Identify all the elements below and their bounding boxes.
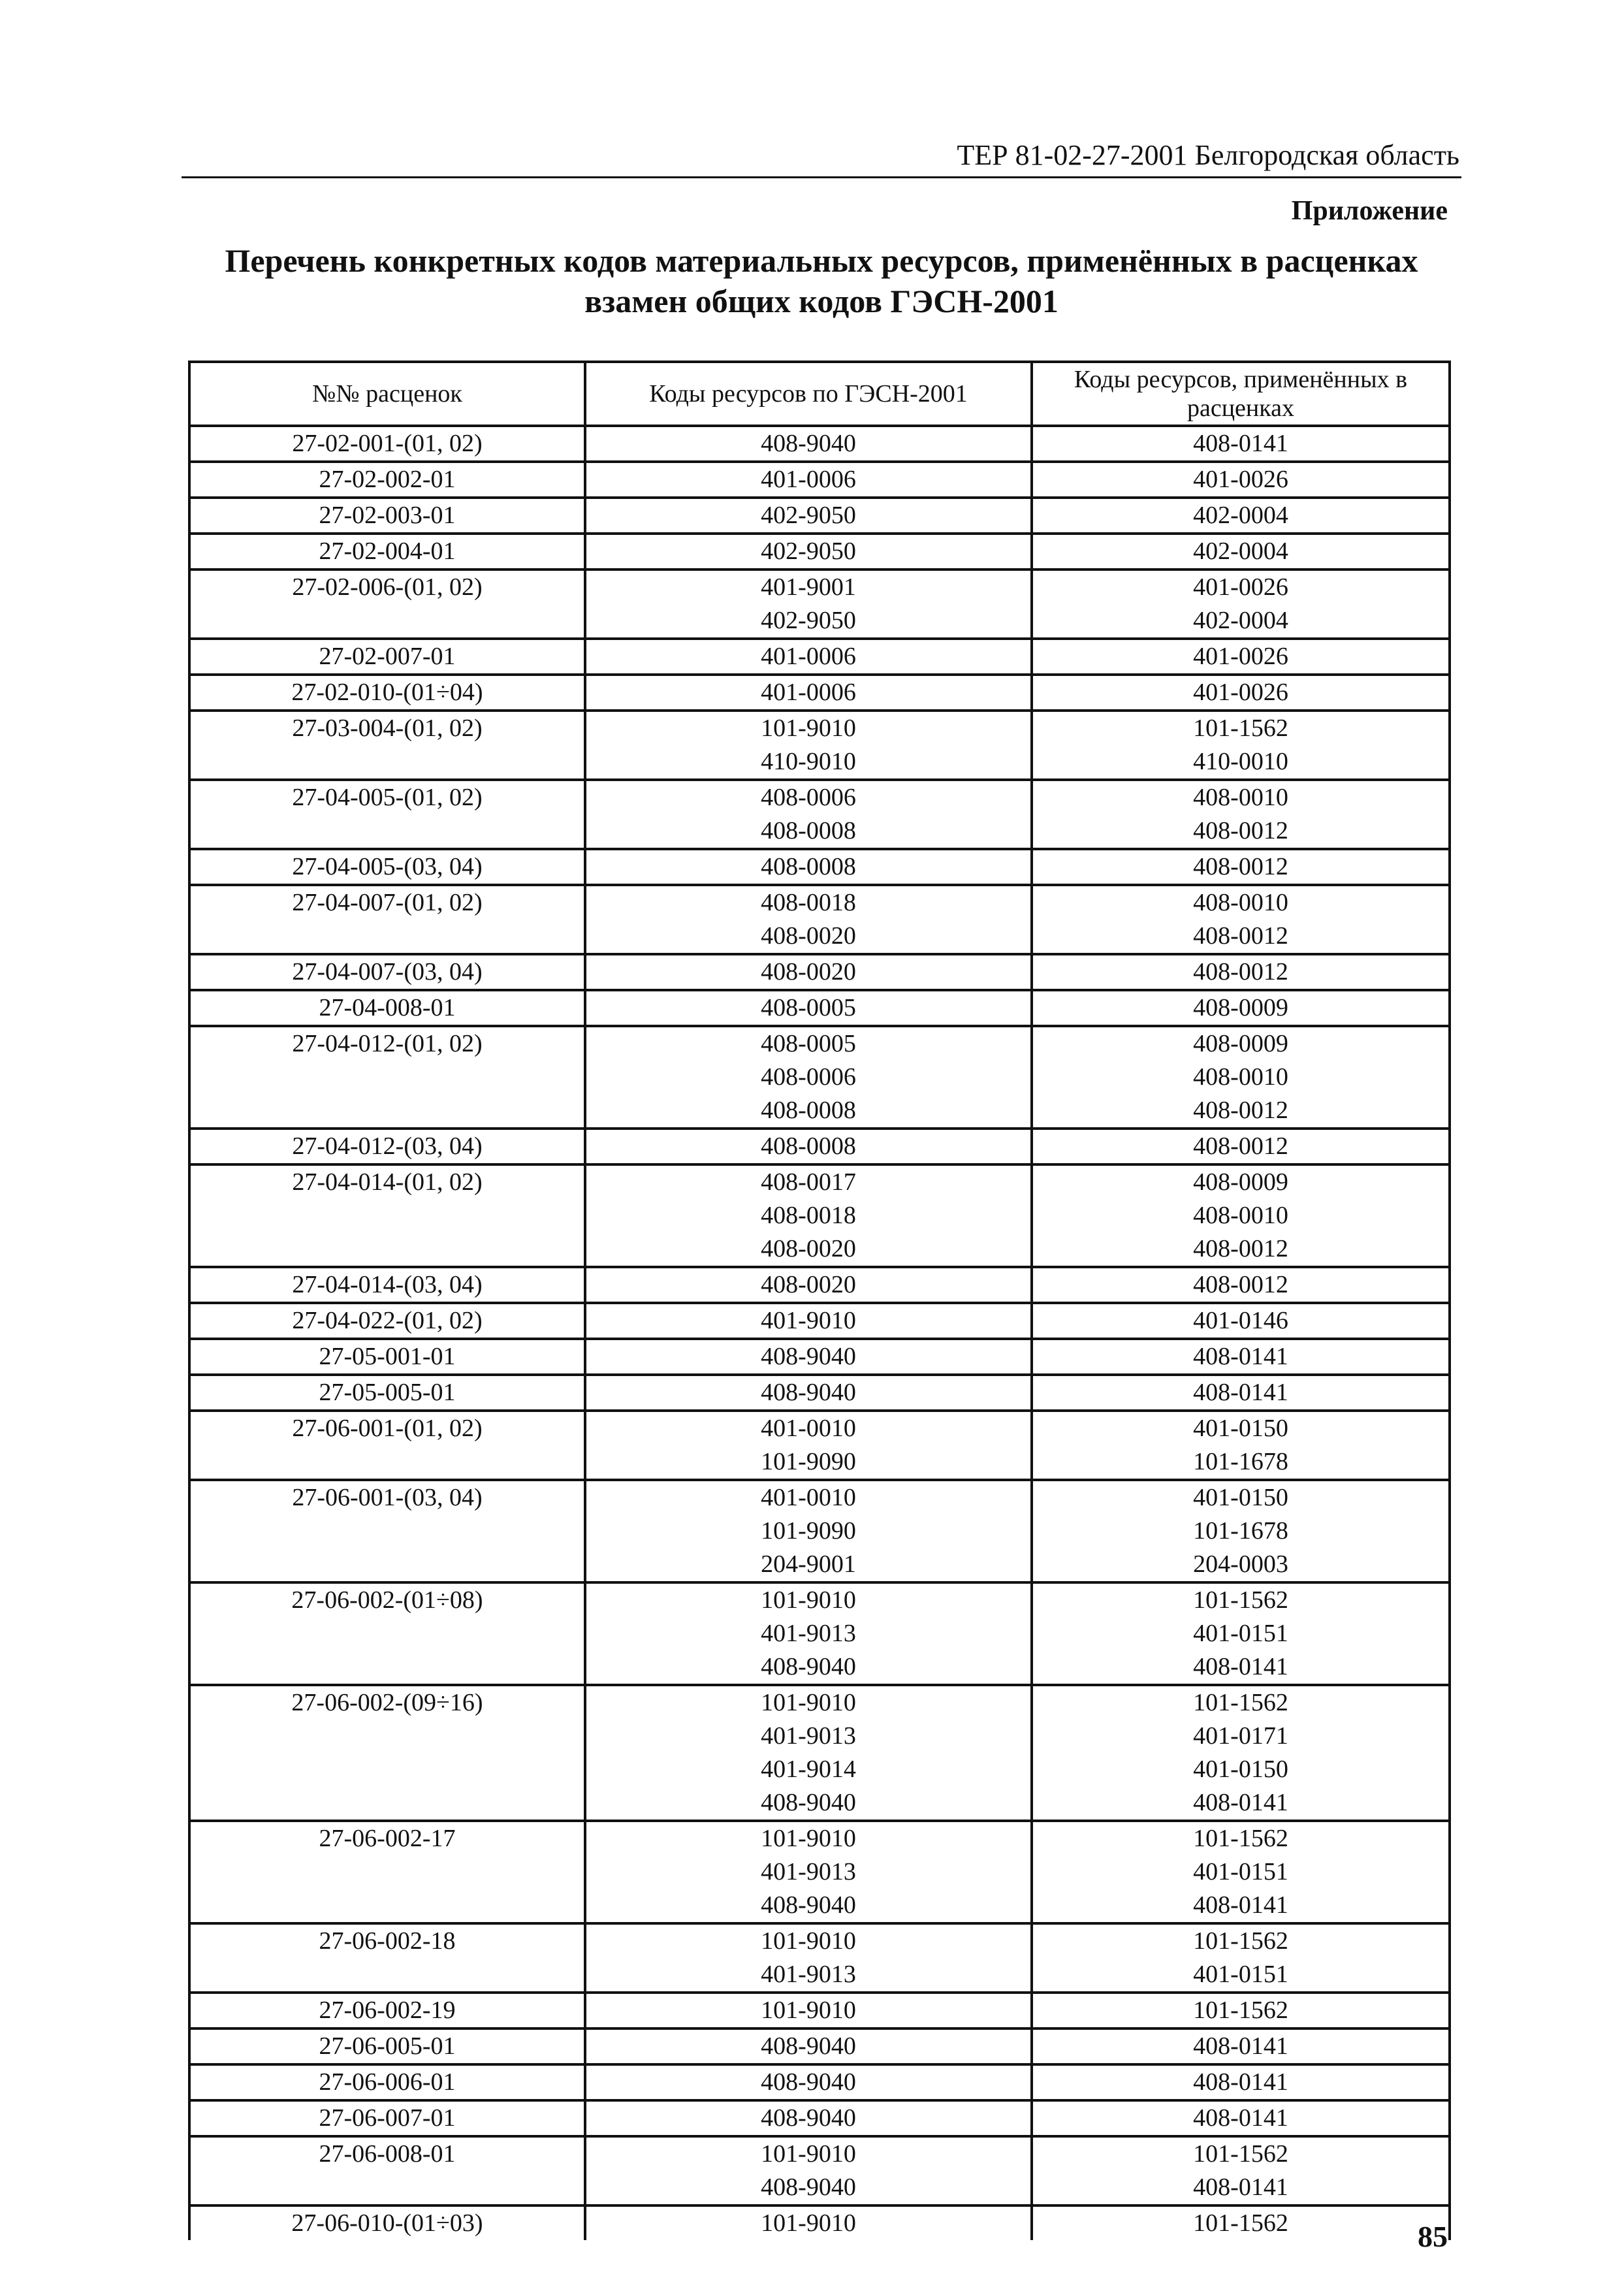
gesn-code-cell: 401-9013: [585, 1958, 1032, 1993]
gesn-code-cell: 410-9010: [585, 745, 1032, 780]
table-row: [189, 849, 1450, 885]
title-line-1: Перечень конкретных кодов материальных ресурсов, применённых в расценках: [225, 242, 1418, 279]
applied-code-cell: 101-1678: [1032, 1445, 1450, 1480]
table-row: [189, 498, 1450, 534]
table-row: [189, 2028, 1450, 2064]
rate-number-cell: 27-06-006-01: [189, 2064, 585, 2100]
gesn-code-cell: 408-9040: [585, 2171, 1032, 2205]
gesn-code-cell: 408-0008: [585, 1094, 1032, 1129]
gesn-code-cell: 408-0020: [585, 920, 1032, 954]
table-row: [189, 1923, 1450, 1958]
table-row: [189, 1129, 1450, 1164]
applied-code-cell: 408-0010: [1032, 885, 1450, 920]
gesn-code-cell: 401-0010: [585, 1411, 1032, 1445]
rate-number-cell: 27-04-012-(01, 02): [189, 1026, 585, 1129]
gesn-code-cell: 401-0006: [585, 462, 1032, 498]
table-row: [189, 1375, 1450, 1411]
rate-number-cell: 27-04-008-01: [189, 990, 585, 1026]
gesn-code-cell: 401-0010: [585, 1480, 1032, 1515]
applied-code-cell: 401-0151: [1032, 1855, 1450, 1889]
table-header-row: [189, 362, 1450, 426]
applied-code-cell: 408-0009: [1032, 1026, 1450, 1061]
page-number: 85: [1418, 2220, 1448, 2253]
gesn-code-cell: 408-9040: [585, 2100, 1032, 2136]
gesn-code-cell: 408-9040: [585, 1375, 1032, 1411]
table-row: [189, 2100, 1450, 2136]
applied-code-cell: 410-0010: [1032, 745, 1450, 780]
rate-number-cell: 27-06-002-(09÷16): [189, 1685, 585, 1821]
applied-code-cell: 401-0026: [1032, 639, 1450, 675]
rate-number-cell: 27-04-014-(01, 02): [189, 1164, 585, 1267]
rate-number-cell: 27-03-004-(01, 02): [189, 711, 585, 780]
rate-number-cell: 27-06-002-(01÷08): [189, 1582, 585, 1685]
gesn-code-cell: 408-0020: [585, 1267, 1032, 1303]
applied-code-cell: 401-0026: [1032, 462, 1450, 498]
applied-code-cell: 408-0141: [1032, 1339, 1450, 1375]
applied-code-cell: 408-0012: [1032, 1129, 1450, 1164]
applied-code-cell: 408-0141: [1032, 1786, 1450, 1821]
table-row: [189, 462, 1450, 498]
column-header-applied-codes: Коды ресурсов, применённых в расценках: [1032, 362, 1450, 426]
gesn-code-cell: 408-0006: [585, 1061, 1032, 1094]
column-header-rate: №№ расценок: [189, 362, 585, 426]
gesn-code-cell: 101-9010: [585, 1993, 1032, 2028]
applied-code-cell: 101-1562: [1032, 2136, 1450, 2171]
gesn-code-cell: 402-9050: [585, 498, 1032, 534]
rate-number-cell: 27-06-010-(01÷03): [189, 2205, 585, 2240]
applied-code-cell: 402-0004: [1032, 498, 1450, 534]
gesn-code-cell: 401-0006: [585, 675, 1032, 711]
rate-number-cell: 27-06-001-(01, 02): [189, 1411, 585, 1480]
table-row: [189, 1993, 1450, 2028]
applied-code-cell: 101-1678: [1032, 1515, 1450, 1548]
gesn-code-cell: 401-9010: [585, 1303, 1032, 1339]
applied-code-cell: 408-0010: [1032, 1061, 1450, 1094]
rate-number-cell: 27-02-003-01: [189, 498, 585, 534]
rate-number-cell: 27-04-014-(03, 04): [189, 1267, 585, 1303]
gesn-code-cell: 401-9013: [585, 1855, 1032, 1889]
gesn-code-cell: 401-9014: [585, 1753, 1032, 1786]
rate-number-cell: 27-02-001-(01, 02): [189, 426, 585, 462]
gesn-code-cell: 408-0008: [585, 1129, 1032, 1164]
gesn-code-cell: 402-9050: [585, 534, 1032, 569]
rate-number-cell: 27-06-007-01: [189, 2100, 585, 2136]
applied-code-cell: 408-0010: [1032, 1199, 1450, 1232]
gesn-code-cell: 101-9010: [585, 2136, 1032, 2171]
table-row: [189, 990, 1450, 1026]
rate-number-cell: 27-02-006-(01, 02): [189, 569, 585, 639]
gesn-code-cell: 408-9040: [585, 2064, 1032, 2100]
table-row: [189, 2064, 1450, 2100]
table-row: [189, 639, 1450, 675]
applied-code-cell: 402-0004: [1032, 534, 1450, 569]
table-row: [189, 1267, 1450, 1303]
gesn-code-cell: 408-9040: [585, 426, 1032, 462]
applied-code-cell: 401-0150: [1032, 1480, 1450, 1515]
gesn-code-cell: 408-0005: [585, 1026, 1032, 1061]
rate-number-cell: 27-04-012-(03, 04): [189, 1129, 585, 1164]
gesn-code-cell: 408-9040: [585, 1786, 1032, 1821]
rate-number-cell: 27-06-001-(03, 04): [189, 1480, 585, 1582]
rate-number-cell: 27-06-002-19: [189, 1993, 585, 2028]
table-row: [189, 2136, 1450, 2171]
table-row: [189, 954, 1450, 990]
table-row: [189, 711, 1450, 745]
table-body: [189, 426, 1450, 2240]
gesn-code-cell: 401-9013: [585, 1617, 1032, 1650]
gesn-code-cell: 101-9090: [585, 1445, 1032, 1480]
table-row: [189, 1821, 1450, 1855]
gesn-code-cell: 408-0017: [585, 1164, 1032, 1199]
gesn-code-cell: 408-9040: [585, 1889, 1032, 1923]
applied-code-cell: 101-1562: [1032, 1821, 1450, 1855]
rate-number-cell: 27-04-005-(01, 02): [189, 780, 585, 849]
rate-number-cell: 27-02-002-01: [189, 462, 585, 498]
gesn-code-cell: 101-9090: [585, 1515, 1032, 1548]
applied-code-cell: 101-1562: [1032, 2205, 1450, 2240]
gesn-code-cell: 408-0008: [585, 814, 1032, 849]
gesn-code-cell: 401-0006: [585, 639, 1032, 675]
applied-code-cell: 401-0150: [1032, 1753, 1450, 1786]
gesn-code-cell: 101-9010: [585, 711, 1032, 745]
gesn-code-cell: 101-9010: [585, 1821, 1032, 1855]
applied-code-cell: 408-0009: [1032, 1164, 1450, 1199]
rate-number-cell: 27-05-001-01: [189, 1339, 585, 1375]
applied-code-cell: 402-0004: [1032, 604, 1450, 639]
title-line-2: взамен общих кодов ГЭСН-2001: [584, 283, 1059, 319]
applied-code-cell: 408-0012: [1032, 1267, 1450, 1303]
applied-code-cell: 401-0026: [1032, 675, 1450, 711]
table-row: [189, 1411, 1450, 1445]
gesn-code-cell: 204-9001: [585, 1548, 1032, 1582]
rate-number-cell: 27-02-010-(01÷04): [189, 675, 585, 711]
applied-code-cell: 408-0141: [1032, 2100, 1450, 2136]
table-row: [189, 569, 1450, 604]
applied-code-cell: 408-0141: [1032, 2171, 1450, 2205]
applied-code-cell: 101-1562: [1032, 1993, 1450, 2028]
document-title: [182, 240, 1461, 321]
rate-number-cell: 27-04-007-(03, 04): [189, 954, 585, 990]
rate-number-cell: 27-04-022-(01, 02): [189, 1303, 585, 1339]
gesn-code-cell: 101-9010: [585, 1923, 1032, 1958]
document-header: ТЕР 81-02-27-2001 Белгородская область: [957, 139, 1459, 171]
table-row: [189, 675, 1450, 711]
rate-number-cell: 27-02-004-01: [189, 534, 585, 569]
resource-codes-table: [188, 361, 1451, 2240]
rate-number-cell: 27-05-005-01: [189, 1375, 585, 1411]
table-row: [189, 1339, 1450, 1375]
gesn-code-cell: 408-9040: [585, 1650, 1032, 1685]
gesn-code-cell: 402-9050: [585, 604, 1032, 639]
applied-code-cell: 408-0012: [1032, 954, 1450, 990]
applied-code-cell: 401-0150: [1032, 1411, 1450, 1445]
table-row: [189, 1582, 1450, 1617]
applied-code-cell: 408-0141: [1032, 2064, 1450, 2100]
gesn-code-cell: 101-9010: [585, 1582, 1032, 1617]
table-row: [189, 2205, 1450, 2240]
applied-code-cell: 101-1562: [1032, 711, 1450, 745]
table-row: [189, 1685, 1450, 1720]
gesn-code-cell: 408-9040: [585, 1339, 1032, 1375]
table-row: [189, 780, 1450, 814]
gesn-code-cell: 408-0018: [585, 1199, 1032, 1232]
applied-code-cell: 401-0146: [1032, 1303, 1450, 1339]
gesn-code-cell: 101-9010: [585, 1685, 1032, 1720]
rate-number-cell: 27-04-007-(01, 02): [189, 885, 585, 954]
applied-code-cell: 408-0012: [1032, 1232, 1450, 1267]
applied-code-cell: 408-0141: [1032, 1375, 1450, 1411]
applied-code-cell: 204-0003: [1032, 1548, 1450, 1582]
table-row: [189, 1480, 1450, 1515]
appendix-label: Приложение: [1291, 196, 1448, 226]
applied-code-cell: 101-1562: [1032, 1685, 1450, 1720]
rate-number-cell: 27-06-002-17: [189, 1821, 585, 1923]
header-divider: [182, 176, 1461, 178]
applied-code-cell: 401-0171: [1032, 1720, 1450, 1753]
applied-code-cell: 408-0012: [1032, 849, 1450, 885]
gesn-code-cell: 408-0005: [585, 990, 1032, 1026]
applied-code-cell: 408-0141: [1032, 426, 1450, 462]
applied-code-cell: 101-1562: [1032, 1923, 1450, 1958]
gesn-code-cell: 408-0020: [585, 1232, 1032, 1267]
table-row: [189, 885, 1450, 920]
table-row: [189, 1303, 1450, 1339]
applied-code-cell: 408-0141: [1032, 1889, 1450, 1923]
column-header-gesn-codes: Коды ресурсов по ГЭСН-2001: [585, 362, 1032, 426]
table-row: [189, 1026, 1450, 1061]
rate-number-cell: 27-04-005-(03, 04): [189, 849, 585, 885]
rate-number-cell: 27-06-002-18: [189, 1923, 585, 1993]
table-row: [189, 534, 1450, 569]
gesn-code-cell: 101-9010: [585, 2205, 1032, 2240]
applied-code-cell: 408-0009: [1032, 990, 1450, 1026]
applied-code-cell: 408-0141: [1032, 1650, 1450, 1685]
rate-number-cell: 27-06-008-01: [189, 2136, 585, 2205]
applied-code-cell: 408-0012: [1032, 1094, 1450, 1129]
table-row: [189, 1164, 1450, 1199]
applied-code-cell: 408-0141: [1032, 2028, 1450, 2064]
gesn-code-cell: 401-9001: [585, 569, 1032, 604]
gesn-code-cell: 408-0018: [585, 885, 1032, 920]
gesn-code-cell: 401-9013: [585, 1720, 1032, 1753]
gesn-code-cell: 408-0006: [585, 780, 1032, 814]
table-row: [189, 426, 1450, 462]
rate-number-cell: 27-06-005-01: [189, 2028, 585, 2064]
gesn-code-cell: 408-9040: [585, 2028, 1032, 2064]
applied-code-cell: 401-0151: [1032, 1617, 1450, 1650]
gesn-code-cell: 408-0008: [585, 849, 1032, 885]
applied-code-cell: 408-0010: [1032, 780, 1450, 814]
rate-number-cell: 27-02-007-01: [189, 639, 585, 675]
applied-code-cell: 101-1562: [1032, 1582, 1450, 1617]
applied-code-cell: 408-0012: [1032, 814, 1450, 849]
applied-code-cell: 401-0026: [1032, 569, 1450, 604]
applied-code-cell: 401-0151: [1032, 1958, 1450, 1993]
gesn-code-cell: 408-0020: [585, 954, 1032, 990]
applied-code-cell: 408-0012: [1032, 920, 1450, 954]
